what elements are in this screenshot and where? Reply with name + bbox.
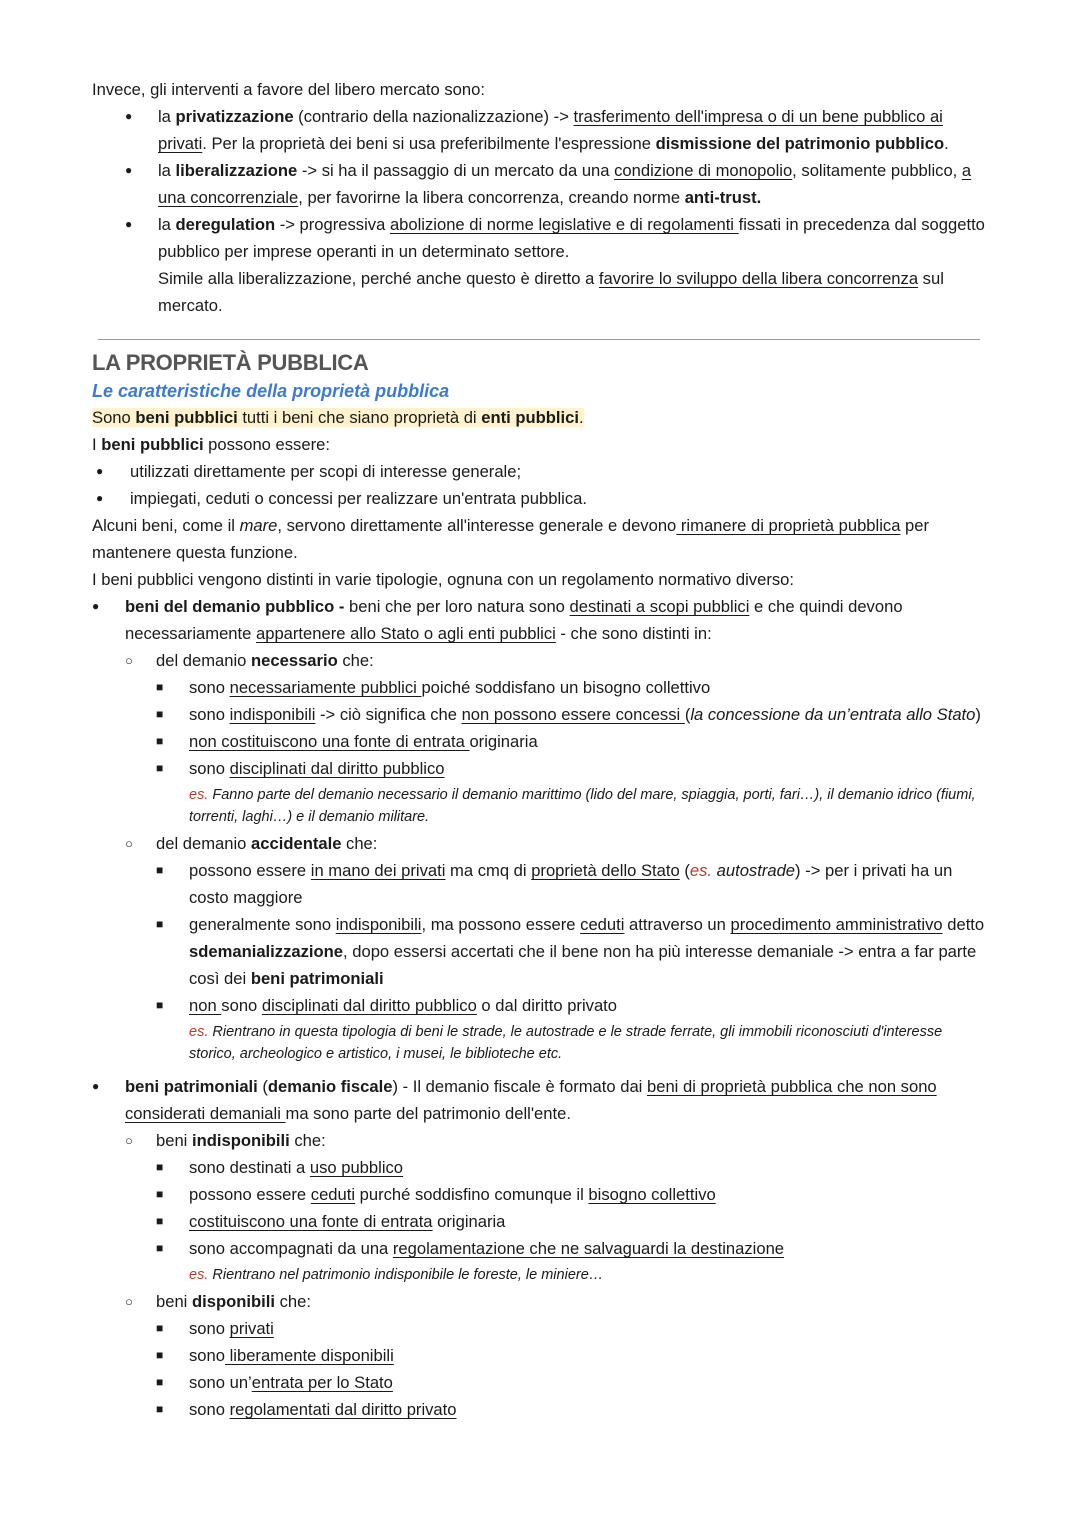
text: detto [942, 915, 985, 934]
list-item-demanio-pubblico [92, 593, 992, 1065]
underlined-text: in mano dei privati [310, 861, 446, 880]
underlined-text: a una concorrenziale [158, 161, 972, 207]
list-item: ● utilizzati direttamente per scopi di interesse generale; [92, 458, 992, 485]
text: . [578, 408, 584, 427]
text: sono [189, 678, 230, 697]
list-item-liberalizzazione [92, 157, 992, 211]
italic-text: autostrade [712, 861, 796, 880]
accidentale-list [156, 857, 992, 1065]
text: , servono direttamente all'interesse generale e devono [277, 516, 677, 535]
list-item [156, 674, 992, 701]
text: ( [679, 861, 690, 880]
underlined-text: liberamente disponibili [224, 1346, 394, 1365]
text: o dal diritto privato [476, 996, 618, 1015]
text: ma cmq di [445, 861, 532, 880]
sea-paragraph [92, 512, 992, 566]
list-item-indisponibili [125, 1127, 992, 1286]
uses-intro [92, 431, 992, 458]
underlined-text: beni di proprietà pubblica che non sono considerati demaniali [125, 1077, 937, 1123]
term: enti pubblici [481, 408, 579, 427]
list-item [156, 728, 992, 755]
text: che: [274, 1292, 311, 1311]
demanio-sublist [125, 647, 992, 1065]
underlined-text: proprietà dello Stato [531, 861, 680, 880]
text: per mantenere questa funzione. [92, 516, 930, 562]
indisponibili-list [156, 1154, 992, 1286]
underlined-text: destinati a scopi pubblici [569, 597, 750, 616]
example-label: es. [189, 1267, 209, 1283]
text: che: [341, 834, 378, 853]
text: la [158, 107, 176, 126]
term: indisponibili [191, 1131, 290, 1150]
text: la [158, 215, 176, 234]
text: , per favorirne la libera concorrenza, creando norme [298, 188, 685, 207]
necessario-list [156, 674, 992, 828]
text: - che sono distinti in: [555, 624, 712, 643]
term: deregulation [175, 215, 276, 234]
term: demanio fiscale [267, 1077, 393, 1096]
italic-text: mare [239, 516, 278, 535]
term: beni patrimoniali [125, 1077, 258, 1096]
list-item [156, 992, 992, 1065]
underlined-text: favorire lo sviluppo della libera concorrenza [598, 269, 919, 288]
term: privatizzazione [175, 107, 294, 126]
example-label: es. [189, 787, 209, 803]
example-text: Fanno parte del demanio necessario il demanio marittimo (lido del mare, spiaggia, porti, fari…), il demanio idrico (fiumi, torrenti, laghi…) e il demanio militare. [189, 787, 976, 825]
list-item-deregulation [92, 211, 992, 319]
types-list [92, 593, 992, 1423]
text: che: [337, 651, 374, 670]
list-item [156, 1315, 992, 1342]
underlined-text: regolamentazione che ne salvaguardi la destinazione [392, 1239, 785, 1258]
term: sdemanializzazione [189, 942, 344, 961]
text: ( [257, 1077, 268, 1096]
list-item-beni-patrimoniali [92, 1073, 992, 1423]
term: accidentale [251, 834, 342, 853]
text: ) -> per i privati ha un costo maggiore [189, 861, 953, 907]
text: possono essere: [203, 435, 330, 454]
text: sono un’ [189, 1373, 252, 1392]
uses-list [92, 458, 992, 512]
text: poiché soddisfano un bisogno collettivo [421, 678, 711, 697]
section-heading: LA PROPRIETÀ PUBBLICA [92, 350, 369, 375]
list-item [156, 1369, 992, 1396]
text: ) - Il demanio fiscale è formato dai [392, 1077, 647, 1096]
underlined-text: necessariamente pubblici [229, 678, 422, 697]
underlined-text: condizione di monopolio [614, 161, 793, 180]
underlined-text: entrata per lo Stato [251, 1373, 393, 1392]
underlined-text: indisponibili [229, 705, 316, 724]
disponibili-list [156, 1315, 992, 1423]
text: ( [684, 705, 691, 724]
text: beni [156, 1131, 192, 1150]
term: beni del demanio pubblico - [125, 597, 345, 616]
example-note [189, 1021, 992, 1065]
term: disponibili [191, 1292, 275, 1311]
list-item [156, 1208, 992, 1235]
patrimoniali-sublist [125, 1127, 992, 1423]
underlined-text: non [189, 996, 222, 1015]
term: anti-trust. [684, 188, 762, 207]
underlined-text: rimanere di proprietà pubblica [676, 516, 901, 535]
text: originaria [469, 732, 538, 751]
list-item [156, 911, 992, 992]
text: I [92, 435, 102, 454]
text: la [158, 161, 176, 180]
underlined-text: abolizione di norme legislative e di regolamenti [389, 215, 739, 234]
text: sono [189, 1400, 230, 1419]
underlined-text: appartenere allo Stato o agli enti pubblici [255, 624, 556, 643]
list-item-privatizzazione [92, 103, 992, 157]
text: sul mercato. [158, 269, 944, 315]
list-item [156, 1342, 992, 1369]
text: sono destinati a [189, 1158, 310, 1177]
list-item: ● impiegati, ceduti o concessi per realizzare un'entrata pubblica. [92, 485, 992, 512]
list-item [156, 755, 992, 828]
underlined-text: disciplinati dal diritto pubblico [229, 759, 445, 778]
list-item [156, 857, 992, 911]
example-text: Rientrano nel patrimonio indisponibile le foreste, le miniere… [208, 1267, 604, 1283]
text: del demanio [156, 834, 252, 853]
text: sono accompagnati da una [189, 1239, 393, 1258]
text: sono [189, 1346, 225, 1365]
text: -> progressiva [275, 215, 390, 234]
text: beni che per loro natura sono [344, 597, 570, 616]
text: sono [221, 996, 262, 1015]
highlighted-definition [92, 408, 584, 427]
text: sono [189, 1319, 230, 1338]
text: possono essere [189, 861, 311, 880]
text: beni [156, 1292, 192, 1311]
example-label: es. [189, 1024, 209, 1040]
example-label: es. [689, 861, 713, 880]
text: sono [189, 705, 230, 724]
term: beni pubblici [101, 435, 204, 454]
underlined-text: uso pubblico [309, 1158, 404, 1177]
underlined-text: trasferimento dell'impresa o di un bene pubblico ai privati [158, 107, 943, 153]
underlined-text: non costituiscono una fonte di entrata [189, 732, 470, 751]
text: possono essere [189, 1185, 311, 1204]
underlined-text: disciplinati dal diritto pubblico [261, 996, 477, 1015]
text: , solitamente pubblico, [792, 161, 962, 180]
text: . Per la proprietà dei beni si usa preferibilmente l'espressione [202, 134, 656, 153]
text: ) [975, 705, 981, 724]
text: . [944, 134, 949, 153]
text: (contrario della nazionalizzazione) -> [293, 107, 574, 126]
example-note [189, 784, 992, 828]
underlined-text: regolamentati dal diritto privato [229, 1400, 457, 1419]
document-page [92, 76, 992, 1423]
italic-text: la concessione da un’entrata allo Stato [690, 705, 976, 724]
underlined-text: indisponibili [335, 915, 422, 934]
text: attraverso un [624, 915, 731, 934]
example-text: Rientrano in questa tipologia di beni le strade, le autostrade e le strade ferrate, gli immobili riconosciuti d'interesse storico, archeologico e artistico, i musei, le biblioteche etc. [189, 1024, 943, 1062]
text: -> si ha il passaggio di un mercato da una [297, 161, 615, 180]
text: Simile alla liberalizzazione, perché anche questo è diretto a [158, 269, 599, 288]
list-item-necessario [125, 647, 992, 828]
text: -> ciò significa che [315, 705, 462, 724]
text: generalmente sono [189, 915, 336, 934]
underlined-text: privati [229, 1319, 274, 1338]
text: tutti i beni che siano proprietà di [237, 408, 482, 427]
text: Sono [92, 408, 136, 427]
text: ma sono parte del patrimonio dell'ente. [285, 1104, 571, 1123]
intro-text: Invece, gli interventi a favore del libero mercato sono: [92, 80, 485, 99]
list-item [156, 701, 992, 728]
definition-text [92, 404, 992, 431]
list-item-disponibili [125, 1288, 992, 1423]
text: originaria [432, 1212, 506, 1231]
underlined-text: costituiscono una fonte di entrata [189, 1212, 433, 1231]
term: dismissione del patrimonio pubblico [655, 134, 945, 153]
text: che: [289, 1131, 326, 1150]
underlined-text: procedimento amministrativo [730, 915, 943, 934]
section-subheading: Le caratteristiche della proprietà pubblica [92, 381, 450, 401]
term: beni pubblici [135, 408, 238, 427]
list-item [156, 1235, 992, 1286]
text: fissati in precedenza dal soggetto pubblico per imprese operanti in un determinato settore. [158, 215, 985, 261]
underlined-text: bisogno collettivo [588, 1185, 716, 1204]
text: sono [189, 759, 230, 778]
underlined-text: ceduti [580, 915, 625, 934]
list-item-accidentale [125, 830, 992, 1065]
list-item [156, 1396, 992, 1423]
text: , ma possono essere [421, 915, 581, 934]
term: beni patrimoniali [250, 969, 384, 988]
types-intro: I beni pubblici vengono distinti in varie tipologie, ognuna con un regolamento normativo diverso: [92, 570, 794, 589]
text: e che quindi devono necessariamente [125, 597, 903, 643]
text: Alcuni beni, come il [92, 516, 240, 535]
underlined-text: non possono essere concessi [461, 705, 685, 724]
example-note [189, 1264, 992, 1286]
list-item [156, 1181, 992, 1208]
term: necessario [251, 651, 338, 670]
section-divider [98, 339, 980, 340]
text: purché soddisfino comunque il [355, 1185, 589, 1204]
text: , dopo essersi accertati che il bene non ha più interesse demaniale -> entra a far parte così dei [189, 942, 977, 988]
term: liberalizzazione [175, 161, 298, 180]
market-interventions-list [92, 103, 992, 319]
underlined-text: ceduti [310, 1185, 356, 1204]
list-item [156, 1154, 992, 1181]
text: del demanio [156, 651, 252, 670]
